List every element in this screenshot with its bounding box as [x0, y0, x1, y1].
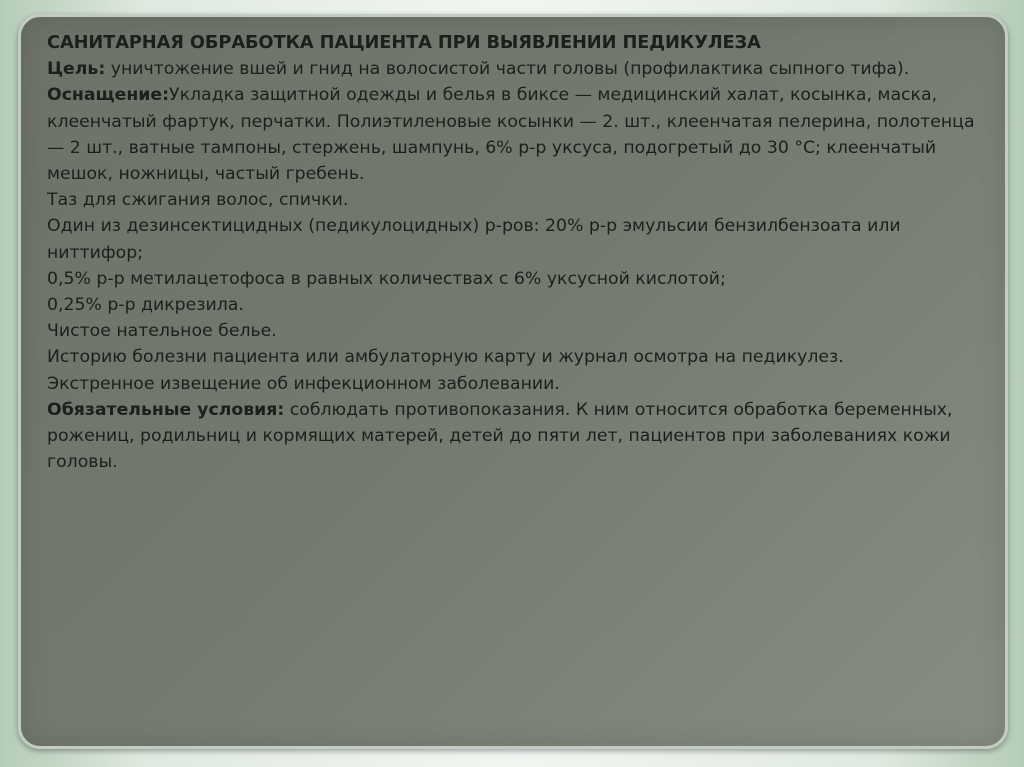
text-line: 0,25% р-р дикрезила.	[47, 295, 244, 316]
conditions-text: соблюдать противопоказания. К ним относится обработка беременных, рожениц, родильниц и кормящих матерей, детей до пяти лет, пациентов при заболеваниях кожи головы.	[47, 399, 953, 473]
goal-text: уничтожение вшей и гнид на волосистой части головы (профилактика сыпного тифа).	[105, 59, 910, 80]
slide-panel	[18, 14, 1008, 749]
text-line: Историю болезни пациента или амбулаторную карту и журнал осмотра на педикулез.	[47, 347, 844, 368]
text-line: Один из дезинсектицидных (педикулоцидных) р-ров: 20% р-р эмульсии бензилбензоата или ниттифор;	[47, 216, 901, 263]
text-line: Таз для сжигания волос, спички.	[47, 190, 349, 211]
conditions-label: Обязательные условия:	[47, 399, 285, 420]
conditions-paragraph	[47, 397, 992, 476]
equipment-label: Оснащение:	[47, 85, 170, 106]
slide-content	[47, 30, 992, 475]
goal-paragraph	[47, 56, 992, 187]
text-line: 0,5% р-р метилацетофоса в равных количествах с 6% уксусной кислотой;	[47, 268, 726, 289]
text-line: Экстренное извещение об инфекционном заболевании.	[47, 373, 560, 394]
text-line: Чистое нательное белье.	[47, 321, 277, 342]
goal-label: Цель:	[47, 59, 106, 80]
equipment-text: Укладка защитной одежды и белья в биксе — медицинский халат, косынка, маска, клеенчатый фартук, перчатки. Полиэтиленовые косынки — 2. шт., клеенчатая пелерина, полотенца — 2 шт., ватные тампоны, стержень, шампунь, 6% р-р уксуса, подогретый до 30 °С; клеенчатый мешок, ножницы, частый гребень.	[47, 85, 975, 185]
slide-title: САНИТАРНАЯ ОБРАБОТКА ПАЦИЕНТА ПРИ ВЫЯВЛЕНИИ ПЕДИКУЛЕЗА	[47, 32, 761, 53]
